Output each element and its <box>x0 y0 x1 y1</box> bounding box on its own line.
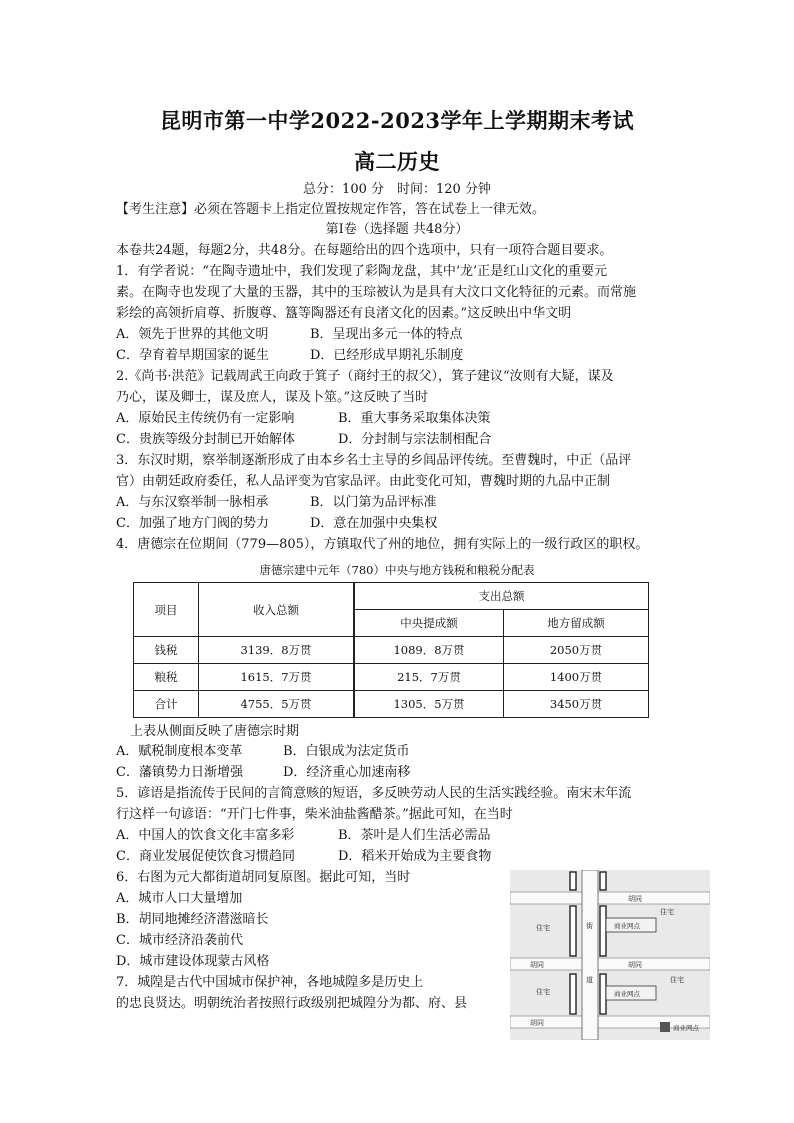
option-d: D．分封制与宗法制相配合 <box>338 432 492 447</box>
score-time: 总分：100 分 时间：120 分钟 <box>303 182 491 197</box>
question-text: 的忠良贤达。明朝统治者按照行政级别把城隍分为都、府、县 <box>116 996 468 1011</box>
option-a: A．城市人口大量增加 <box>116 891 243 906</box>
exam-notice: 【考生注意】必须在答题卡上指定位置按规定作答，答在试卷上一律无效。 <box>116 202 546 217</box>
question-text: 行这样一句谚语：“开门七件事，柴米油盐酱醋茶。”据此可知，在当时 <box>116 807 513 822</box>
header-income: 收入总额 <box>199 583 355 637</box>
option-d: D．经济重心加速南移 <box>283 765 411 780</box>
option-b: B．重大事务采取集体决策 <box>338 411 491 426</box>
section-title: 第Ⅰ卷（选择题 共48分） <box>325 222 469 237</box>
question-text: 6．右图为元大都街道胡同复原图。据此可知，当时 <box>116 870 411 885</box>
legend-label: 商业网点 <box>673 1024 699 1032</box>
option-a: A．与东汉察举制一脉相承 <box>116 495 269 510</box>
table-row <box>134 691 649 718</box>
street-label: 街 <box>586 922 593 930</box>
option-a: A．领先于世界的其他文明 <box>116 327 269 342</box>
question-text: 3．东汉时期，察举制逐渐形成了由本乡名士主导的乡闾品评传统。至曹魏时，中正（品评 <box>116 453 632 468</box>
header-item: 项目 <box>134 583 199 637</box>
street-hutong-map <box>510 870 710 1040</box>
question-text: 7．城隍是古代中国城市保护神，各地城隍多是历史上 <box>116 975 424 990</box>
option-c: C．藩镇势力日渐增强 <box>116 765 243 780</box>
question-text: 2.《尚书·洪范》记载周武王向政于箕子（商纣王的叔父），箕子建议“汝则有大疑，谋及 <box>116 369 614 384</box>
hutong-label: 胡同 <box>530 1019 544 1027</box>
street-marker <box>570 974 576 1014</box>
option-d: D．已经形成早期礼乐制度 <box>310 348 464 363</box>
table-cell: 1089．8万贯 <box>354 637 504 664</box>
road-label: 道 <box>586 976 593 984</box>
table-cell: 4755．5万贯 <box>199 691 355 718</box>
option-a: A．原始民主传统仍有一定影响 <box>116 411 295 426</box>
section-intro: 本卷共24题，每题2分，共48分。在每题给出的四个选项中，只有一项符合题目要求。 <box>116 243 613 258</box>
table-cell: 1305．5万贯 <box>354 691 504 718</box>
residence-label: 住宅 <box>536 988 550 996</box>
table-cell: 2050万贯 <box>504 637 649 664</box>
table-cell: 1400万贯 <box>504 664 649 691</box>
legend-swatch <box>660 1022 670 1032</box>
option-b: B．白银成为法定货币 <box>283 744 410 759</box>
option-b: B．以门第为品评标准 <box>310 495 437 510</box>
option-c: C．孕育着早期国家的诞生 <box>116 348 269 363</box>
question-text: 1．有学者说：“在陶寺遗址中，我们发现了彩陶龙盘，其中‘龙’正是红山文化的重要元 <box>116 264 608 279</box>
table-cell: 粮税 <box>134 664 199 691</box>
option-c: C．加强了地方门阀的势力 <box>116 516 269 531</box>
table-row <box>134 664 649 691</box>
hutong-label: 胡同 <box>628 895 642 903</box>
hutong-label: 胡同 <box>530 961 544 969</box>
question-text: 官）由朝廷政府委任，私人品评变为官家品评。由此变化可知，曹魏时期的九品中正制 <box>116 474 611 489</box>
commerce-label: 商业网点 <box>614 922 640 930</box>
header-local: 地方留成额 <box>504 610 649 637</box>
option-b: B．呈现出多元一体的特点 <box>310 327 463 342</box>
option-c: C．城市经济沿袭前代 <box>116 933 243 948</box>
question-text: 彩绘的高领折肩尊、折腹尊、簋等陶器还有良渚文化的因素。”这反映出中华文明 <box>116 306 572 321</box>
table-caption: 唐德宗建中元年（780）中央与地方钱税和粮税分配表 <box>259 563 535 577</box>
option-a: A．赋税制度根本变革 <box>116 744 243 759</box>
tax-distribution-table <box>133 582 649 718</box>
residence-label: 住宅 <box>660 908 674 916</box>
option-a: A．中国人的饮食文化丰富多彩 <box>116 828 295 843</box>
hutong-label: 胡同 <box>628 961 642 969</box>
question-text: 乃心，谋及卿士，谋及庶人，谋及卜筮。”这反映了当时 <box>116 390 429 405</box>
commerce-label: 商业网点 <box>614 990 640 998</box>
exam-subtitle: 高二历史 <box>354 149 440 174</box>
table-cell: 钱税 <box>134 637 199 664</box>
hutong-lane <box>510 892 710 904</box>
option-d: D．稻米开始成为主要食物 <box>338 849 492 864</box>
table-cell: 1615．7万贯 <box>199 664 355 691</box>
street-marker <box>600 974 606 1014</box>
option-b: B．茶叶是人们生活必需品 <box>338 828 491 843</box>
street-marker <box>600 906 606 956</box>
header-central: 中央提成额 <box>354 610 504 637</box>
question-text: 4．唐德宗在位期间（779—805），方镇取代了州的地位，拥有实际上的一级行政区的职权。 <box>116 537 649 552</box>
header-expense: 支出总额 <box>354 583 649 610</box>
question-text: 上表从侧面反映了唐德宗时期 <box>130 724 300 739</box>
table-cell: 合计 <box>134 691 199 718</box>
option-d: D．意在加强中央集权 <box>310 516 438 531</box>
exam-title: 昆明市第一中学2022-2023学年上学期期末考试 <box>159 108 635 133</box>
option-b: B．胡同地摊经济潜滋暗长 <box>116 912 269 927</box>
residence-label: 住宅 <box>670 976 684 984</box>
main-street <box>582 870 598 1040</box>
table-cell: 3450万贯 <box>504 691 649 718</box>
table-cell: 215．7万贯 <box>354 664 504 691</box>
question-text: 5．谚语是指流传于民间的言简意赅的短语，多反映劳动人民的生活实践经验。南宋末年流 <box>116 786 632 801</box>
table-row <box>134 637 649 664</box>
table-cell: 3139．8万贯 <box>199 637 355 664</box>
street-marker <box>570 872 576 890</box>
question-text: 素。在陶寺也发现了大量的玉器，其中的玉琮被认为是具有大汶口文化特征的元素。而常施 <box>116 285 637 300</box>
option-c: C．商业发展促使饮食习惯趋同 <box>116 849 295 864</box>
street-marker <box>600 872 606 890</box>
residence-label: 住宅 <box>536 924 550 932</box>
option-d: D．城市建设体现蒙古风格 <box>116 954 270 969</box>
street-marker <box>570 906 576 956</box>
option-c: C．贵族等级分封制已开始解体 <box>116 432 295 447</box>
